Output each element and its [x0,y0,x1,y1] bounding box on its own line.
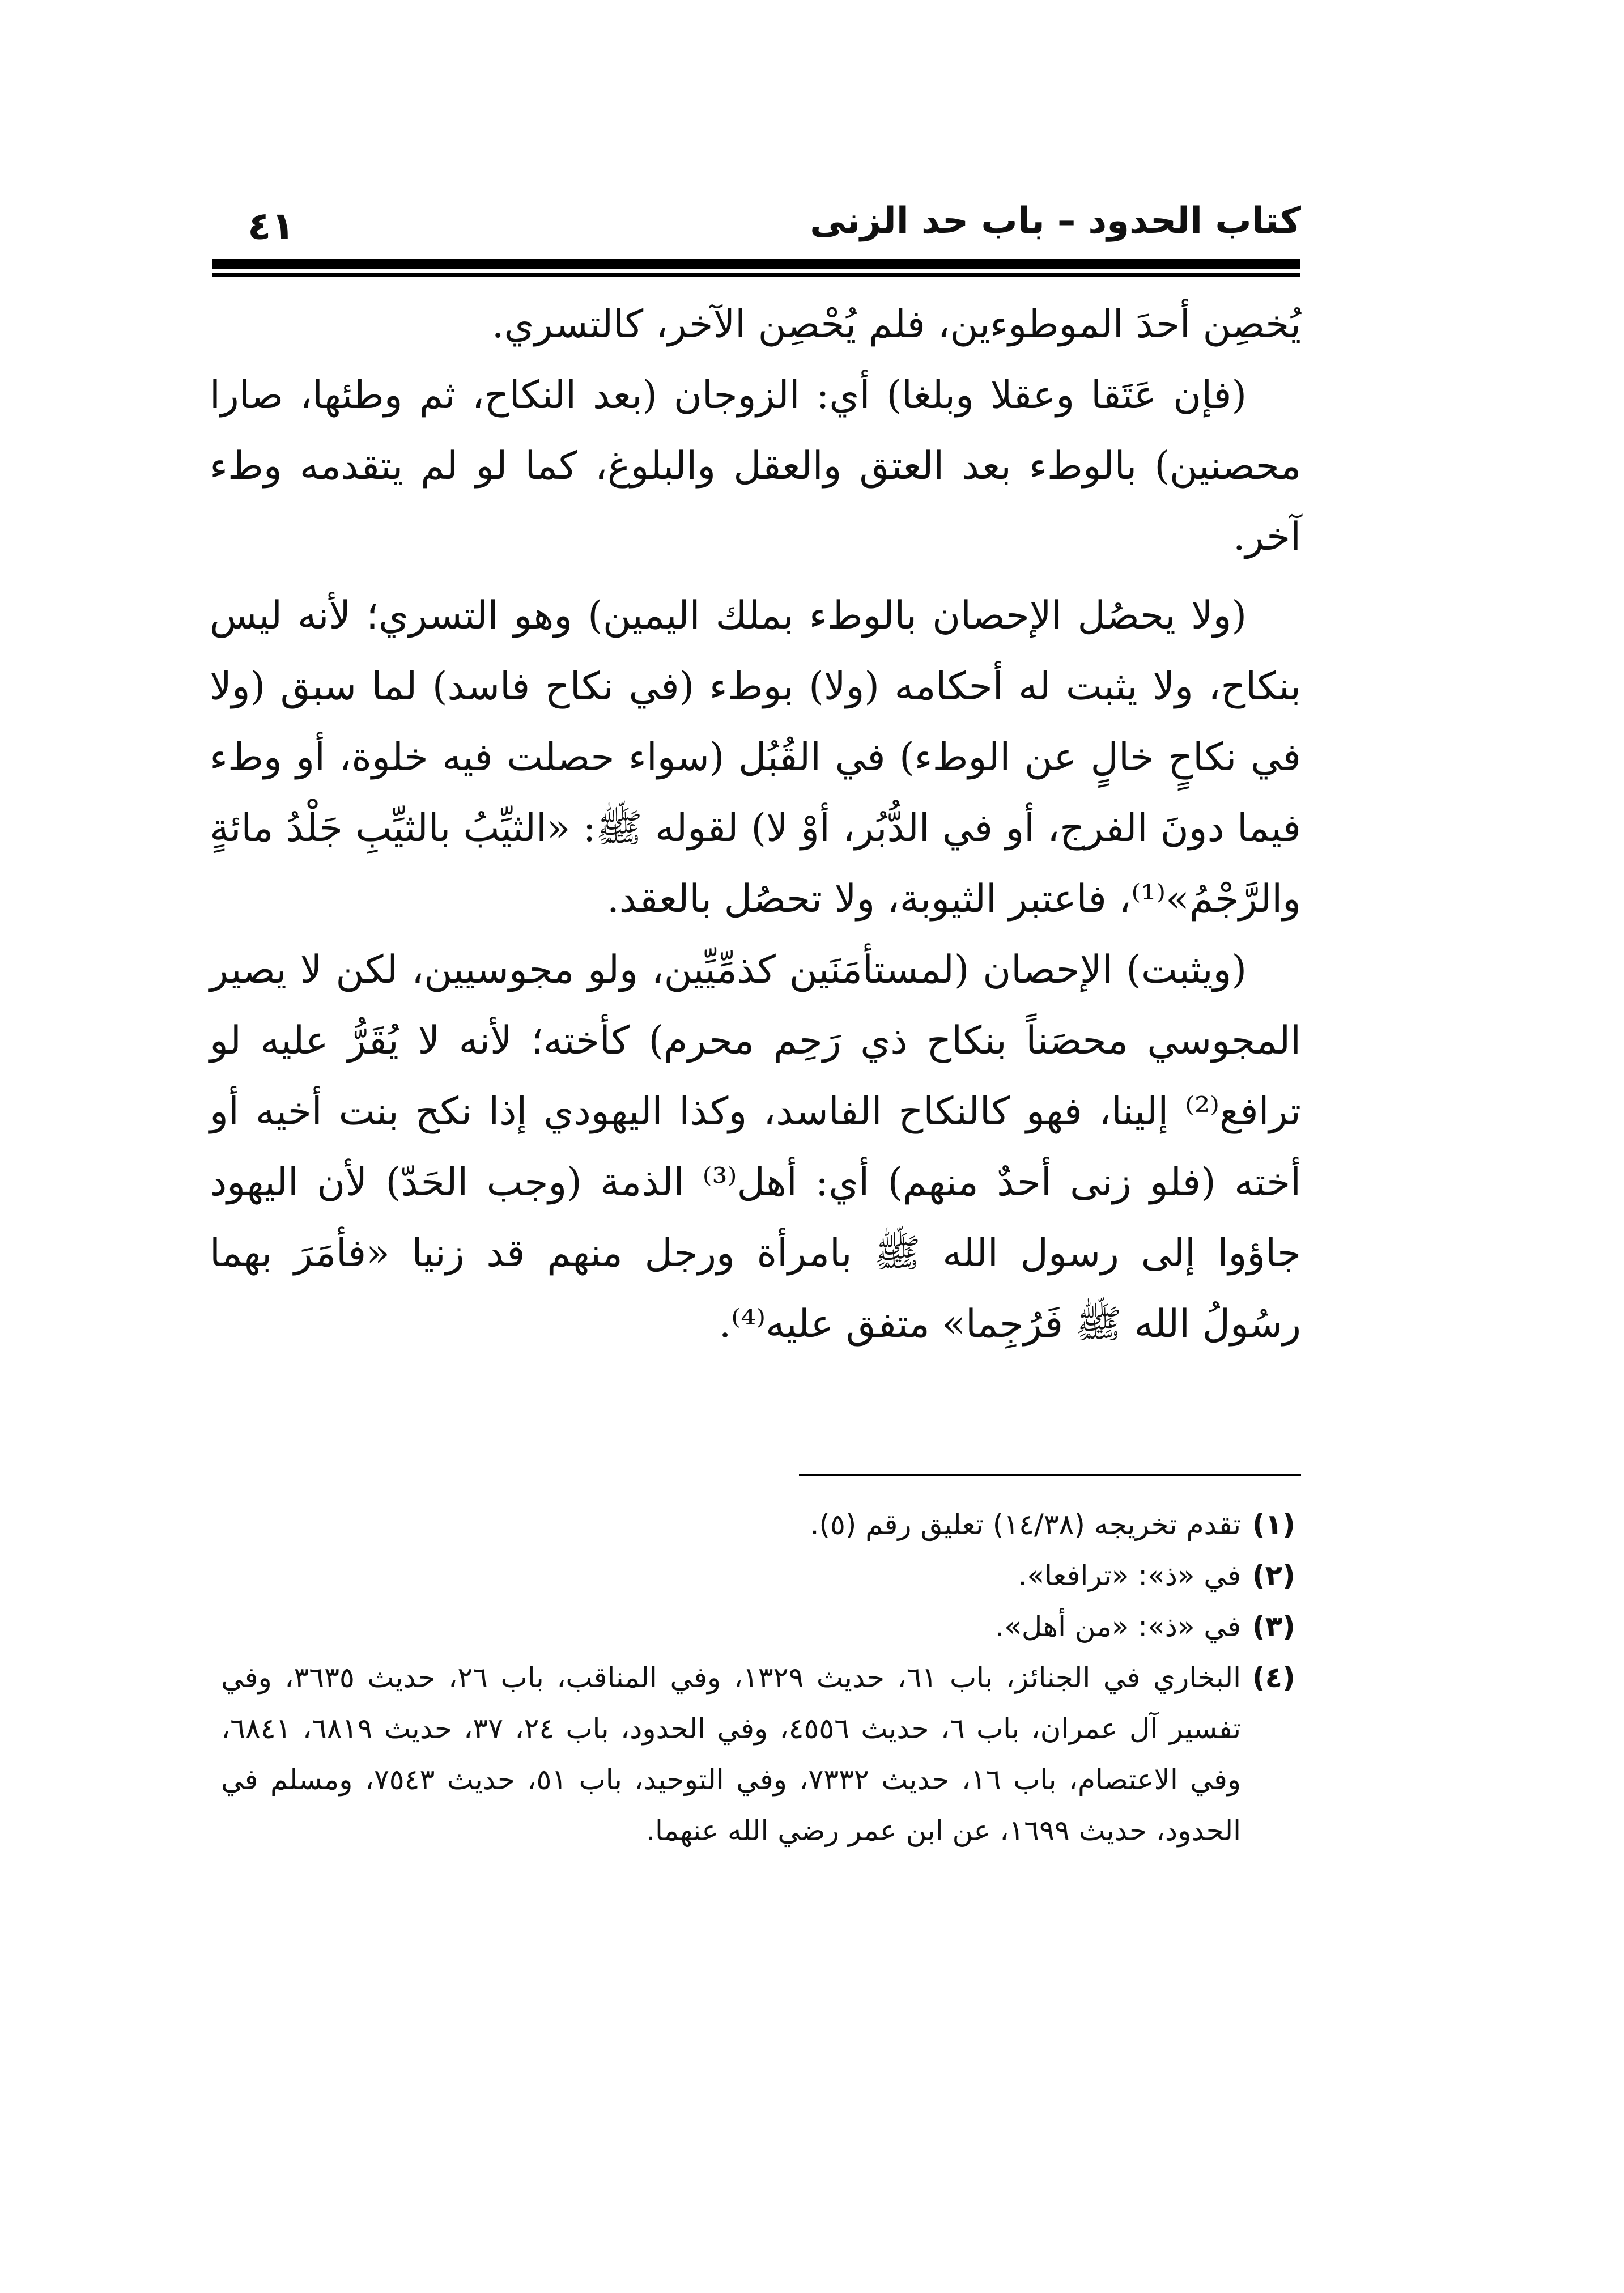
footnote-separator [799,1474,1301,1476]
footnote [221,1550,1295,1601]
paragraph: (فإن عَتَقا وعقلا وبلغا) أي: الزوجان (بعد النكاح، ثم وطئها، صارا محصنين) بالوطء بعد العتق والعقل والبلوغ، كما لو لم يتقدمه وطء آخر. [210,373,1301,559]
footnote-text: تقدم تخريجه (١٤/٣٨) تعليق رقم (٥). [810,1508,1241,1541]
footnote-text: البخاري في الجنائز، باب ٦١، حديث ١٣٢٩، وفي المناقب، باب ٢٦، حديث ٣٦٣٥، وفي تفسير آل عمران، باب ٦، حديث ٤٥٥٦، وفي الحدود، باب ٢٤، ٣٧، حديث ٦٨١٩، ٦٨٤١، وفي الاعتصام، باب ١٦، حديث ٧٣٣٢، وفي التوحيد، باب ٥١، حديث ٧٥٤٣، ومسلم في الحدود، حديث ١٦٩٩، عن ابن عمر رضي الله عنهما. [221,1661,1242,1847]
page-header [210,187,1301,249]
footnote-text: في «ذ»: «ترافعا». [1018,1559,1241,1592]
footnote-number: (٤) [1252,1661,1295,1694]
header-rule-thick [212,259,1300,269]
paragraph: يُخصِن أحدَ الموطوءين، فلم يُحْصِن الآخر، كالتسري. [491,302,1301,347]
footnote [221,1499,1295,1550]
footnote-text: في «ذ»: «من أهل». [995,1610,1241,1643]
header-rule-thin [212,273,1300,277]
paragraph: (ولا يحصُل الإحصان بالوطء بملك اليمين) وهو التسري؛ لأنه ليس بنكاح، ولا يثبت له أحكامه (ولا) بوطء (في نكاح فاسد) لما سبق (ولا في نكاحٍ خالٍ عن الوطء) في القُبُل (سواء حصلت فيه خلوة، أو وطء فيما دونَ الفرج، أو في الدُّبُر، أوْ لا) لقوله ﷺ: «الثيِّبُ بالثيِّبِ جَلْدُ مائةٍ والرَّجْمُ»⁽¹⁾، فاعتبر الثيوبة، ولا تحصُل بالعقد. [210,593,1301,922]
running-title: كتاب الحدود – باب حد الزنى [810,200,1301,242]
main-text [210,289,1301,1360]
footnote [221,1601,1295,1652]
paragraph: (ويثبت) الإحصان (لمستأمَنَين كذمِّيِّين، ولو مجوسيين، لكن لا يصير المجوسي محصَناً بنكاح ذي رَحِم محرم) كأخته؛ لأنه لا يُقَرُّ عليه لو ترافع⁽²⁾ إلينا، فهو كالنكاح الفاسد، وكذا اليهودي إذا نكح بنت أخيه أو أخته (فلو زنى أحدٌ منهم) أي: أهل⁽³⁾ الذمة (وجب الحَدّ) لأن اليهود جاؤوا إلى رسول الله ﷺ بامرأة ورجل منهم قد زنيا «فأمَرَ بهما رسُولُ الله ﷺ فَرُجِما» متفق عليه⁽⁴⁾. [210,948,1302,1347]
footnotes [221,1499,1295,1856]
footnote-number: (١) [1252,1508,1295,1541]
footnote [221,1652,1295,1856]
footnote-number: (٢) [1252,1559,1295,1592]
footnote-number: (٣) [1252,1610,1295,1643]
page-number: ٤١ [247,204,295,249]
